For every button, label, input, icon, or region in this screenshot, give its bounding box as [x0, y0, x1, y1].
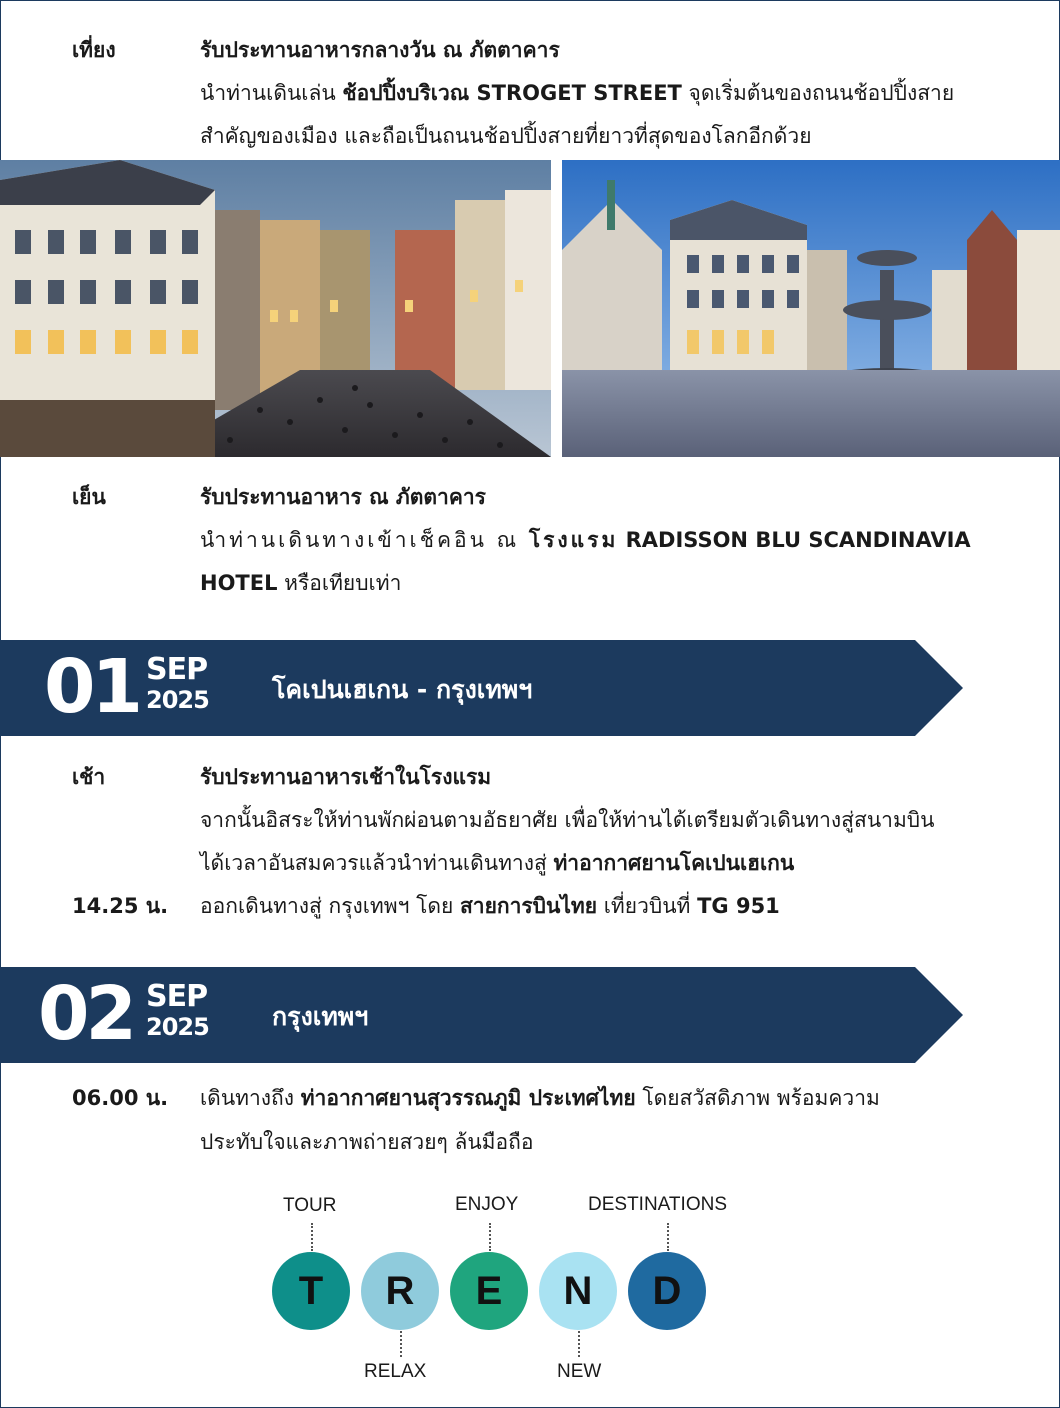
day-banner-01	[0, 640, 965, 736]
arrival-time: 06.00 น.	[72, 1086, 169, 1110]
trend-word-tour: TOUR	[283, 1195, 337, 1216]
banner-year: 2025	[146, 686, 209, 714]
banner-month: SEP	[146, 652, 208, 687]
airline-name: สายการบินไทย	[459, 894, 598, 918]
morning-desc-line2	[200, 847, 794, 880]
depart-text: ออกเดินทางสู่ กรุงเทพฯ โดย	[200, 894, 460, 918]
morning-label: เช้า	[72, 765, 106, 789]
arrive-text-2: โดยสวัสดิภาพ พร้อมความ	[635, 1086, 880, 1110]
banner-day-number: 02	[38, 971, 133, 1057]
trend-word-enjoy: ENJOY	[455, 1194, 519, 1215]
flight-desc	[200, 890, 780, 923]
trend-letter-e: E	[450, 1252, 528, 1330]
banner-title: โคเปนเฮเกน - กรุงเทพฯ	[272, 675, 533, 704]
dinner-title: รับประทานอาหาร ณ ภัตตาคาร	[200, 485, 486, 509]
lunch-label: เที่ยง	[72, 38, 116, 62]
morning-title: รับประทานอาหารเช้าในโรงแรม	[200, 765, 492, 789]
or-similar-text: หรือเทียบเท่า	[277, 571, 402, 595]
trend-letter-n: N	[539, 1252, 617, 1330]
banner-month: SEP	[146, 979, 208, 1014]
banner-day-number: 01	[44, 644, 139, 730]
stork-fountain-photo	[562, 160, 1060, 457]
trend-connector	[667, 1223, 669, 1251]
arrive-text: เดินทางถึง	[200, 1086, 301, 1110]
checkin-text: นำท่านเดินทางเข้าเช็คอิน ณ	[200, 528, 529, 552]
lunch-desc-line1	[200, 77, 954, 110]
trend-word-new: NEW	[557, 1361, 602, 1382]
trend-letter-r: R	[361, 1252, 439, 1330]
trend-connector	[578, 1331, 580, 1357]
hotel-name: RADISSON BLU SCANDINAVIA	[618, 528, 971, 552]
lunch-desc-text-2: จุดเริ่มต้นของถนนช้อปปิ้งสาย	[681, 81, 955, 105]
banner-title: กรุงเทพฯ	[272, 1002, 369, 1031]
lunch-desc-line2: สำคัญของเมือง และถือเป็นถนนช้อปปิ้งสายที่ยาวที่สุดของโลกอีกด้วย	[200, 124, 812, 148]
trend-connector	[400, 1331, 402, 1357]
lunch-title: รับประทานอาหารกลางวัน ณ ภัตตาคาร	[200, 38, 560, 62]
flight-time: 14.25 น.	[72, 894, 169, 918]
morning-desc-line1: จากนั้นอิสระให้ท่านพักผ่อนตามอัธยาศัย เพื่อให้ท่านได้เตรียมตัวเดินทางสู่สนามบิน	[200, 808, 935, 832]
day-banner-02	[0, 967, 965, 1063]
hotel-name-end: HOTEL	[200, 571, 278, 595]
flight-label: เที่ยวบินที่	[597, 894, 698, 918]
hotel-word: โรงแรม	[528, 528, 619, 552]
stroget-street-photo	[0, 160, 551, 457]
trend-connector	[489, 1223, 491, 1251]
flight-number: TG 951	[697, 894, 780, 918]
trend-logo	[0, 1185, 1060, 1395]
dinner-label: เย็น	[72, 485, 106, 509]
lunch-desc-text: นำท่านเดินเล่น	[200, 81, 343, 105]
arrival-desc-line2: ประทับใจและภาพถ่ายสวยๆ ล้นมือถือ	[200, 1130, 534, 1154]
trend-letter-t: T	[272, 1252, 350, 1330]
trend-connector	[311, 1223, 313, 1251]
dinner-desc-line1	[200, 524, 971, 557]
trend-word-relax: RELAX	[364, 1361, 427, 1382]
transfer-text: ได้เวลาอันสมควรแล้วนำท่านเดินทางสู่	[200, 851, 554, 875]
copenhagen-airport-text: ท่าอากาศยานโคเปนเฮเกน	[553, 851, 795, 875]
arrival-desc-line1	[200, 1082, 880, 1115]
dinner-desc-line2	[200, 567, 401, 600]
stroget-street-text: ช้อปปิ้งบริเวณ STROGET STREET	[342, 81, 682, 105]
suvarnabhumi-text: ท่าอากาศยานสุวรรณภูมิ ประเทศไทย	[300, 1086, 636, 1110]
banner-year: 2025	[146, 1013, 209, 1041]
trend-word-destinations: DESTINATIONS	[588, 1194, 727, 1215]
banner-arrow-shape	[0, 967, 965, 1063]
trend-letter-d: D	[628, 1252, 706, 1330]
